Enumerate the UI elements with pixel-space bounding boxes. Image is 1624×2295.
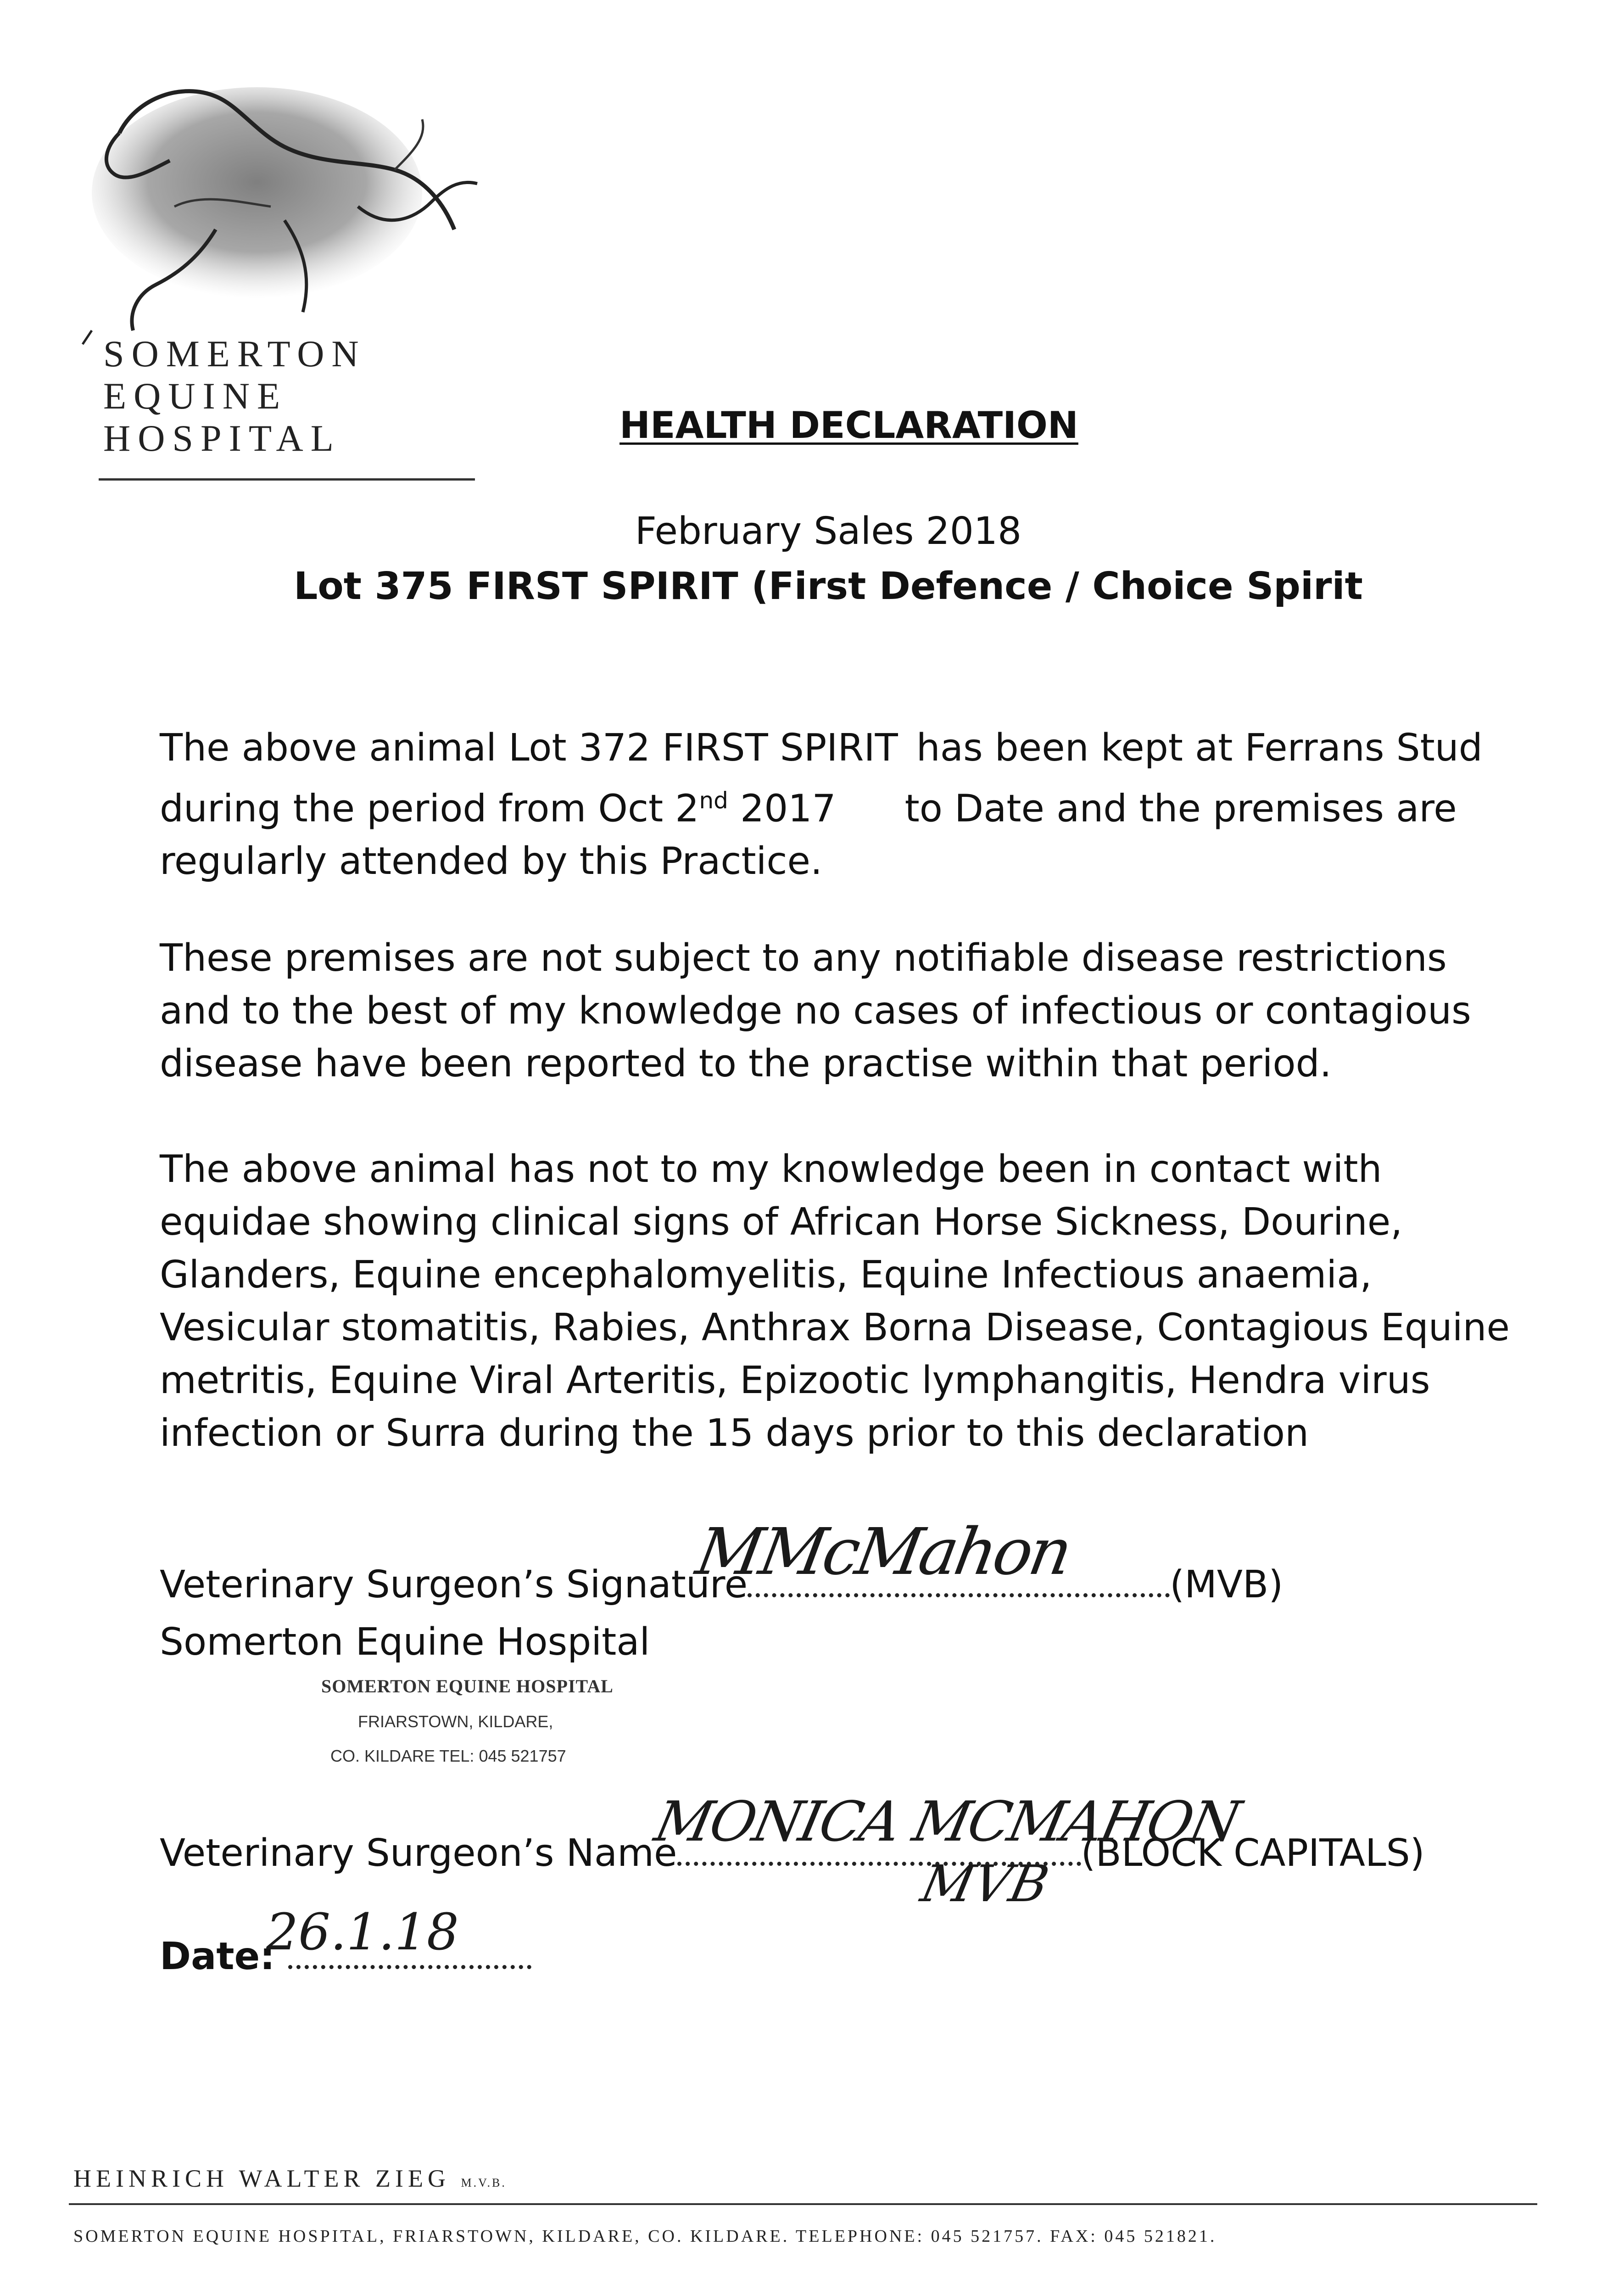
footer-divider (69, 2203, 1537, 2205)
handwritten-date: 26.1.18 (266, 1903, 459, 1961)
name-label: Veterinary Surgeon’s Name (160, 1831, 677, 1875)
signature-label: Veterinary Surgeon’s Signature (160, 1563, 748, 1606)
horse-logo-icon (64, 55, 500, 349)
sale-subtitle: February Sales 2018 (635, 509, 1022, 553)
lot-heading: Lot 375 FIRST SPIRIT (First Defence / Choice Spirit (294, 565, 1363, 608)
logo-divider (99, 478, 475, 481)
date-label: Date: (160, 1935, 275, 1978)
signature-dotted-line (748, 1589, 1170, 1597)
name-suffix: (BLOCK CAPITALS) (1081, 1831, 1425, 1875)
footer-vet-name: HEINRICH WALTER ZIEG M.V.B. (73, 2165, 507, 2192)
date-dotted-line (288, 1960, 531, 1969)
p1-line-1: The above animal Lot 372 FIRST SPIRIT has been kept at Ferrans Stud (160, 726, 1483, 770)
logo-text-line-2: EQUINE (103, 375, 288, 417)
stamp-line-1: SOMERTON EQUINE HOSPITAL (321, 1676, 614, 1696)
footer-address: SOMERTON EQUINE HOSPITAL, FRIARSTOWN, KILDARE, CO. KILDARE. TELEPHONE: 045 521757. FAX: 045 521821. (73, 2227, 1217, 2246)
handwritten-name: MONICA MCMAHON (649, 1790, 1245, 1854)
p1-line-3: regularly attended by this Practice. (160, 840, 823, 884)
stamp-line-3: CO. KILDARE TEL: 045 521757 (330, 1746, 566, 1765)
document-title: HEALTH DECLARATION (619, 404, 1078, 447)
hospital-name: Somerton Equine Hospital (160, 1620, 650, 1664)
handwritten-qualification: MVB (916, 1854, 1054, 1913)
handwritten-signature: MMcMahon (691, 1515, 1075, 1590)
paragraph-premises (160, 722, 1483, 888)
paragraph-contact: The above animal has not to my knowledge been in contact with equidae showing clinical signs of African Horse Sickness, Dourine, Glanders, Equine encephalomyelitis, Equine Infectious anaemia, Vesicular stomatitis, Rabies, Anthrax Borna Disease, Contagious Equine metritis, Equine Viral Arteritis, Epizootic lymphangitis, Hendra virus infection or Surra during the 15 days prior to this declaration (160, 1148, 1510, 1455)
logo-text-line-3: HOSPITAL (103, 417, 341, 459)
signature-suffix: (MVB) (1170, 1563, 1284, 1606)
p1-line-2: during the period from Oct 2nd 2017 to Date and the premises are (160, 787, 1457, 831)
stamp-line-2: FRIARSTOWN, KILDARE, (358, 1712, 553, 1731)
paragraph-restrictions: These premises are not subject to any notifiable disease restrictions and to the best of my knowledge no cases of infectious or contagious disease have been reported to the practise within that period. (160, 936, 1471, 1086)
logo-text-line-1: SOMERTON (103, 333, 366, 375)
